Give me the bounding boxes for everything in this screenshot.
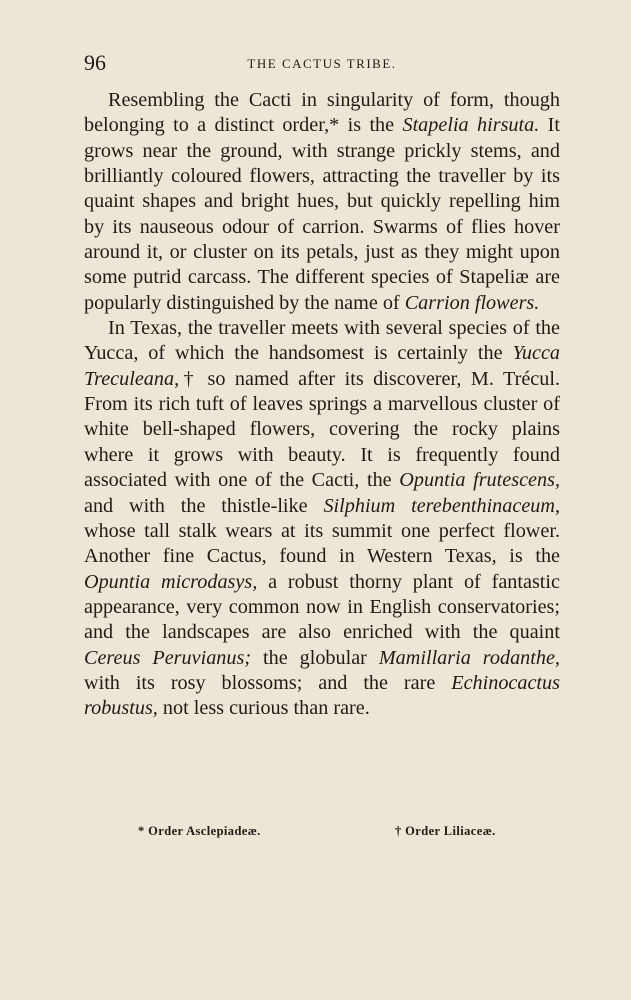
italic-text-run: Mamillaria rodanthe,	[378, 646, 560, 669]
italic-text-run: Echinocactus robustus,	[84, 671, 560, 720]
page-number: 96	[84, 50, 106, 75]
footnote-asclepiadeae: * Order Asclepiadeæ.	[138, 824, 261, 838]
text-run: a robust thorny plant of fantastic appearance, very common now in English conservatories; and the landscapes are also enriched with the quaint	[84, 570, 560, 644]
italic-text-run: Carrion flowers.	[404, 291, 540, 314]
text-run: In Texas, the traveller meets with several species of the Yucca, of which the handsomest is certainly the	[84, 317, 560, 365]
italic-text-run: Yucca Treculeana,	[84, 342, 560, 390]
body-text	[84, 88, 560, 722]
paragraph	[84, 88, 560, 316]
text-run: and with the thistle-like	[84, 494, 324, 517]
text-run: the globular	[251, 646, 379, 669]
text-run: with its rosy blossoms; and the rare	[84, 671, 452, 694]
page-header	[84, 50, 560, 76]
italic-text-run: Opuntia microdasys,	[84, 570, 258, 593]
italic-text-run: Opuntia frutescens,	[399, 469, 560, 492]
text-run: Resembling the Cacti in singularity of form, though belonging to a distinct order,* is the	[84, 89, 560, 137]
footnote-liliaceae: † Order Liliaceæ.	[395, 824, 496, 838]
footnotes	[84, 822, 560, 842]
paragraph	[84, 316, 560, 722]
running-head: THE CACTUS TRIBE.	[247, 56, 397, 71]
italic-text-run: Stapelia hirsuta.	[402, 114, 540, 137]
italic-text-run: Silphium terebenthinaceum,	[323, 494, 561, 517]
text-run: It grows near the ground, with strange prickly stems, and brilliantly coloured flowers, attracting the traveller by its quaint shapes and bright hues, but quickly repelling him by its nauseous odour of carrion. Swarms of flies hover around it, or cluster on its petals, just as they might upon some putrid carcass. The different species of Stapeliæ are popularly distinguished by the name of	[84, 114, 560, 314]
text-run: not less curious than rare.	[157, 697, 370, 720]
text-run: † so named after its discoverer, M. Trécul. From its rich tuft of leaves springs a marvellous cluster of white bell-shaped flowers, covering the rocky plains where it grows with beauty. It is frequently found associated with one of the Cacti, the	[84, 367, 560, 492]
italic-text-run: Cereus Peruvianus;	[84, 646, 252, 669]
text-run: whose tall stalk wears at its summit one perfect flower. Another fine Cactus, found in Western Texas, is the	[84, 519, 560, 568]
